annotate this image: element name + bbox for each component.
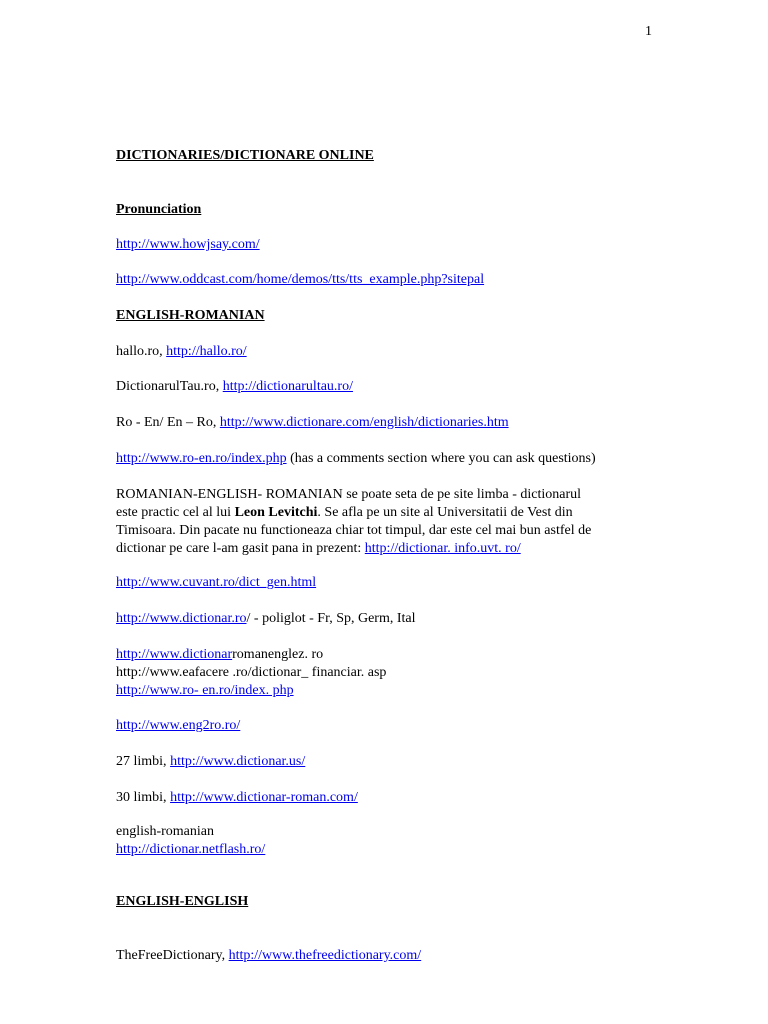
paragraph-line [116, 540, 656, 558]
entry-label: DictionarulTau.ro, [116, 379, 223, 394]
paragraph-text: . Se afla pe un site al Universitatii de Vest din [317, 505, 573, 520]
entry-netflash-link [116, 841, 265, 859]
entry-text: english-romanian [116, 824, 214, 839]
link-cuvant[interactable]: http://www.cuvant.ro/dict_gen.html [116, 575, 317, 590]
link-thefreedictionary[interactable]: http://www.thefreedictionary.com/ [228, 948, 422, 963]
entry-text: http://www.eafacere .ro/dictionar_ financiar. asp [116, 665, 387, 680]
paragraph-text: este practic cel al lui [116, 505, 235, 520]
entry-label: hallo.ro, [116, 344, 167, 359]
entry-cuvant [116, 574, 316, 592]
entry-label: TheFreeDictionary, [116, 948, 229, 963]
entry-dictionar-ro [116, 610, 416, 628]
link-dictionar-us[interactable]: http://www.dictionar.us/ [170, 754, 306, 769]
entry-27-limbi [116, 753, 305, 771]
link-ro-en-index-2[interactable]: http://www.ro- en.ro/index. php [116, 683, 294, 698]
paragraph-line: ROMANIAN-ENGLISH- ROMANIAN se poate seta de pe site limba - dictionarul [116, 487, 582, 502]
pronunciation-link-row [116, 236, 260, 254]
entry-label: 30 limbi, [116, 790, 171, 805]
paragraph-text: dictionar pe care l-am gasit pana in prezent: [116, 541, 365, 556]
link-dictionar-ro[interactable]: http://www.dictionar.ro [116, 611, 247, 626]
entry-note: (has a comments section where you can ask questions) [286, 451, 596, 466]
entry-ro-en [116, 414, 509, 432]
entry-hallo [116, 343, 247, 361]
entry-ro-en-index-2 [116, 682, 294, 700]
author-name: Leon Levitchi [234, 505, 318, 520]
link-hallo[interactable]: http://hallo.ro/ [166, 344, 247, 359]
entry-note: / - poliglot - Fr, Sp, Germ, Ital [246, 611, 416, 626]
link-howjsay[interactable]: http://www.howjsay.com/ [116, 237, 260, 252]
link-eng2ro[interactable]: http://www.eng2ro.ro/ [116, 718, 241, 733]
entry-eng2ro [116, 717, 240, 735]
entry-text: romanenglez. ro [232, 647, 324, 662]
paragraph-romanian-english-romanian [116, 486, 656, 558]
entry-30-limbi [116, 789, 358, 807]
section-heading-english-english: ENGLISH-ENGLISH [116, 894, 249, 909]
entry-eafacere [116, 664, 386, 682]
link-dictionar-romanenglez[interactable]: http://www.dictionar [116, 647, 233, 662]
link-ro-en-index[interactable]: http://www.ro-en.ro/index.php [116, 451, 287, 466]
entry-netflash-label [116, 823, 214, 841]
page-number: 1 [645, 24, 652, 39]
document-title: DICTIONARIES/DICTIONARE ONLINE [116, 148, 374, 163]
section-heading-pronunciation: Pronunciation [116, 202, 202, 217]
entry-thefreedictionary [116, 947, 421, 965]
entry-dictionarultau [116, 378, 353, 396]
link-dictionarultau[interactable]: http://dictionarultau.ro/ [222, 379, 353, 394]
link-dictionar-uvt[interactable]: http://dictionar. info.uvt. ro/ [364, 541, 521, 556]
paragraph-line [116, 504, 656, 522]
paragraph-line: Timisoara. Din pacate nu functioneaza chiar tot timpul, dar este cel mai bun astfel de [116, 523, 592, 538]
entry-label: Ro - En/ En – Ro, [116, 415, 220, 430]
link-netflash[interactable]: http://dictionar.netflash.ro/ [116, 842, 266, 857]
pronunciation-link-row [116, 271, 484, 289]
entry-ro-en-index [116, 450, 596, 468]
link-oddcast[interactable]: http://www.oddcast.com/home/demos/tts/tts_example.php?sitepal [116, 272, 485, 287]
link-dictionare-com[interactable]: http://www.dictionare.com/english/dictionaries.htm [219, 415, 509, 430]
entry-label: 27 limbi, [116, 754, 171, 769]
entry-romanenglez [116, 646, 323, 664]
link-dictionar-roman[interactable]: http://www.dictionar-roman.com/ [170, 790, 358, 805]
section-heading-english-romanian: ENGLISH-ROMANIAN [116, 308, 265, 323]
